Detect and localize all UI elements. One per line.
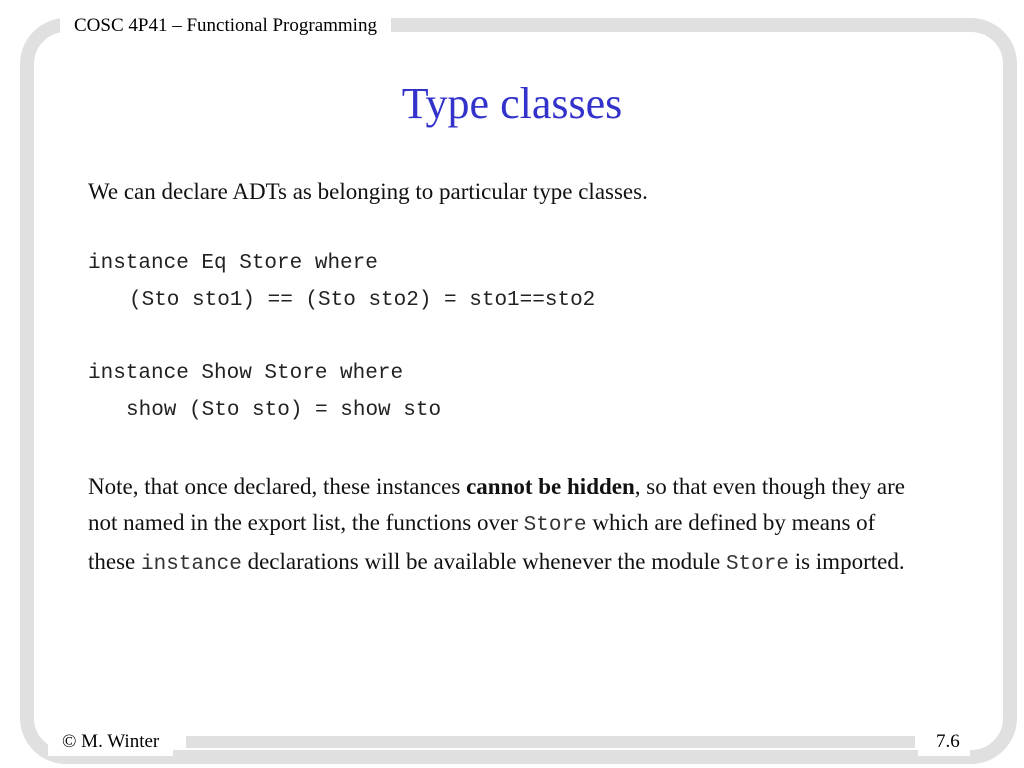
note-text-5: is imported. <box>788 549 905 574</box>
code-line-3: instance Show Store where <box>88 362 404 385</box>
author-label: © M. Winter <box>62 731 160 752</box>
footer-right <box>918 728 970 756</box>
note-text-2: , so that even though they are not named in the export list, the functions over <box>88 474 905 535</box>
note-paragraph <box>88 469 928 583</box>
code-line-4: show (Sto sto) = show sto <box>126 399 442 422</box>
note-emphasis: cannot be hidden <box>466 474 635 499</box>
footer-bar <box>186 736 915 748</box>
note-text-1: Note, that once declared, these instances <box>88 474 467 499</box>
slide-frame <box>20 18 1017 764</box>
note-code-store: Store <box>523 514 587 537</box>
footer-left <box>48 728 173 756</box>
course-label: COSC 4P41 – Functional Programming <box>74 15 377 36</box>
note-code-module: Store <box>725 553 789 576</box>
page-number: 7.6 <box>936 731 960 752</box>
code-line-1: instance Eq Store where <box>88 252 378 275</box>
intro-text: We can declare ADTs as belonging to particular type classes. <box>88 179 648 204</box>
note-text-3: which are defined by means of these <box>88 510 876 574</box>
code-line-2: (Sto sto1) == (Sto sto2) = sto1==sto2 <box>129 289 596 312</box>
note-text-4: declarations will be available whenever the module <box>241 549 726 574</box>
header <box>60 8 391 44</box>
slide-title: Type classes <box>401 79 623 128</box>
note-code-instance: instance <box>141 553 242 576</box>
